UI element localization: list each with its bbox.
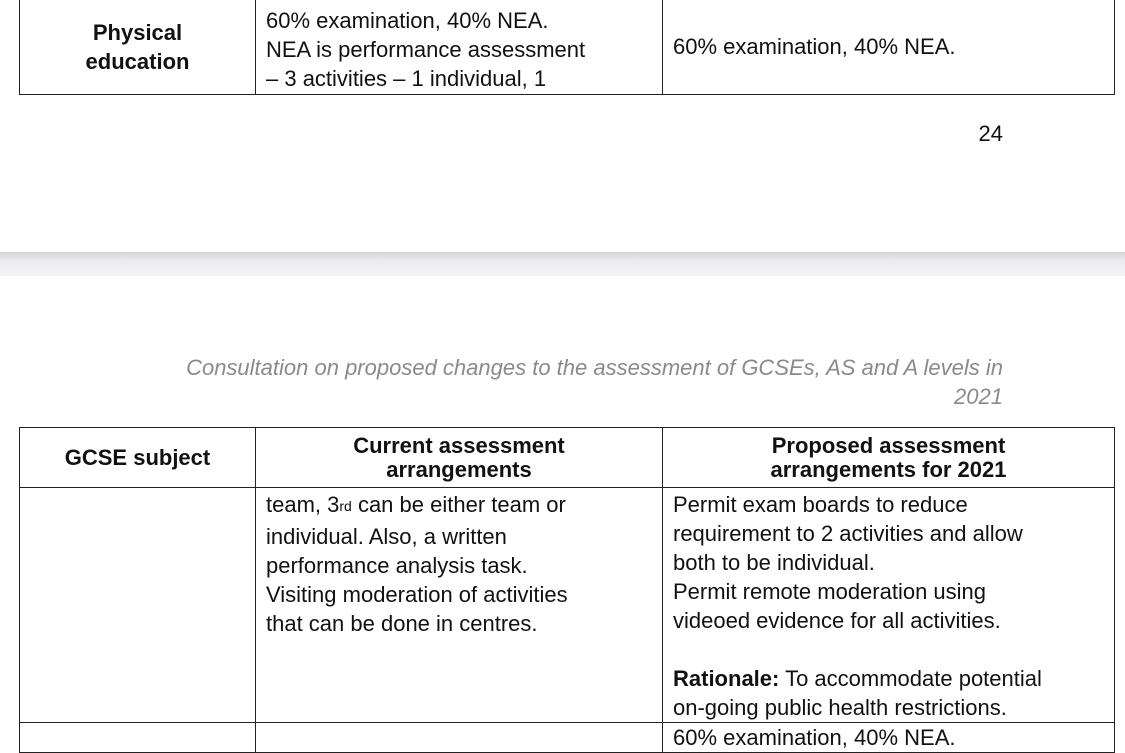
assessment-table-top <box>19 0 1115 95</box>
proposed-line: requirement to 2 activities and allow <box>673 521 1023 546</box>
rationale-line <box>673 664 1106 693</box>
current-line: Visiting moderation of activities <box>266 582 568 607</box>
proposed-line: Permit remote moderation using <box>673 579 987 604</box>
running-header-line: Consultation on proposed changes to the assessment of GCSEs, AS and A levels in <box>186 355 1003 380</box>
header-subject <box>20 428 256 488</box>
proposed-line: both to be individual. <box>673 550 875 575</box>
current-arrangements-cell <box>256 0 663 95</box>
current-line: individual. Also, a written <box>266 524 507 549</box>
table-row <box>20 0 1115 95</box>
subject-cell-empty <box>20 488 256 723</box>
table-row <box>20 488 1115 723</box>
table-header-row <box>20 428 1115 488</box>
current-arrangements-cell <box>256 723 663 753</box>
proposed-text: 60% examination, 40% NEA. <box>673 725 956 750</box>
proposed-line: videoed evidence for all activities. <box>673 608 1001 633</box>
subject-cell-empty <box>20 723 256 753</box>
current-line: NEA is performance assessment <box>266 37 586 62</box>
subject-cell <box>20 0 256 95</box>
proposed-line: Permit exam boards to reduce <box>673 492 968 517</box>
current-line: 60% examination, 40% NEA. <box>266 8 549 33</box>
subject-line: Physical <box>92 19 183 45</box>
header-subject-label: GCSE subject <box>64 444 211 470</box>
header-current <box>256 428 663 488</box>
subject-line: education <box>85 48 190 74</box>
proposed-arrangements-cell <box>663 0 1115 95</box>
header-proposed-line: Proposed assessment <box>771 432 1006 458</box>
current-text: can be either team or <box>351 492 566 517</box>
running-header <box>43 353 1003 411</box>
header-current-line: arrangements <box>386 456 532 482</box>
current-line <box>266 490 654 522</box>
running-header-line: 2021 <box>954 384 1003 409</box>
proposed-arrangements-cell <box>663 723 1115 753</box>
ordinal-suffix: rd <box>339 498 352 514</box>
header-current-line: Current assessment <box>353 432 565 458</box>
current-arrangements-cell <box>256 488 663 723</box>
proposed-text: 60% examination, 40% NEA. <box>673 34 956 59</box>
rationale-label: Rationale: <box>673 666 780 691</box>
proposed-arrangements-cell <box>663 488 1115 723</box>
rationale-text: To accommodate potential <box>779 666 1042 691</box>
page-top <box>0 0 1125 252</box>
table-row-partial <box>20 723 1115 753</box>
current-line: – 3 activities – 1 individual, 1 <box>266 66 547 91</box>
rationale-line: on-going public health restrictions. <box>673 695 1007 720</box>
assessment-table-bottom <box>19 427 1115 753</box>
header-proposed <box>663 428 1115 488</box>
page-number: 24 <box>978 121 1003 146</box>
header-proposed-line: arrangements for 2021 <box>770 456 1007 482</box>
current-line: that can be done in centres. <box>266 611 538 636</box>
current-text: team, 3 <box>266 492 340 517</box>
page-separator <box>0 252 1125 276</box>
current-line: performance analysis task. <box>266 553 528 578</box>
